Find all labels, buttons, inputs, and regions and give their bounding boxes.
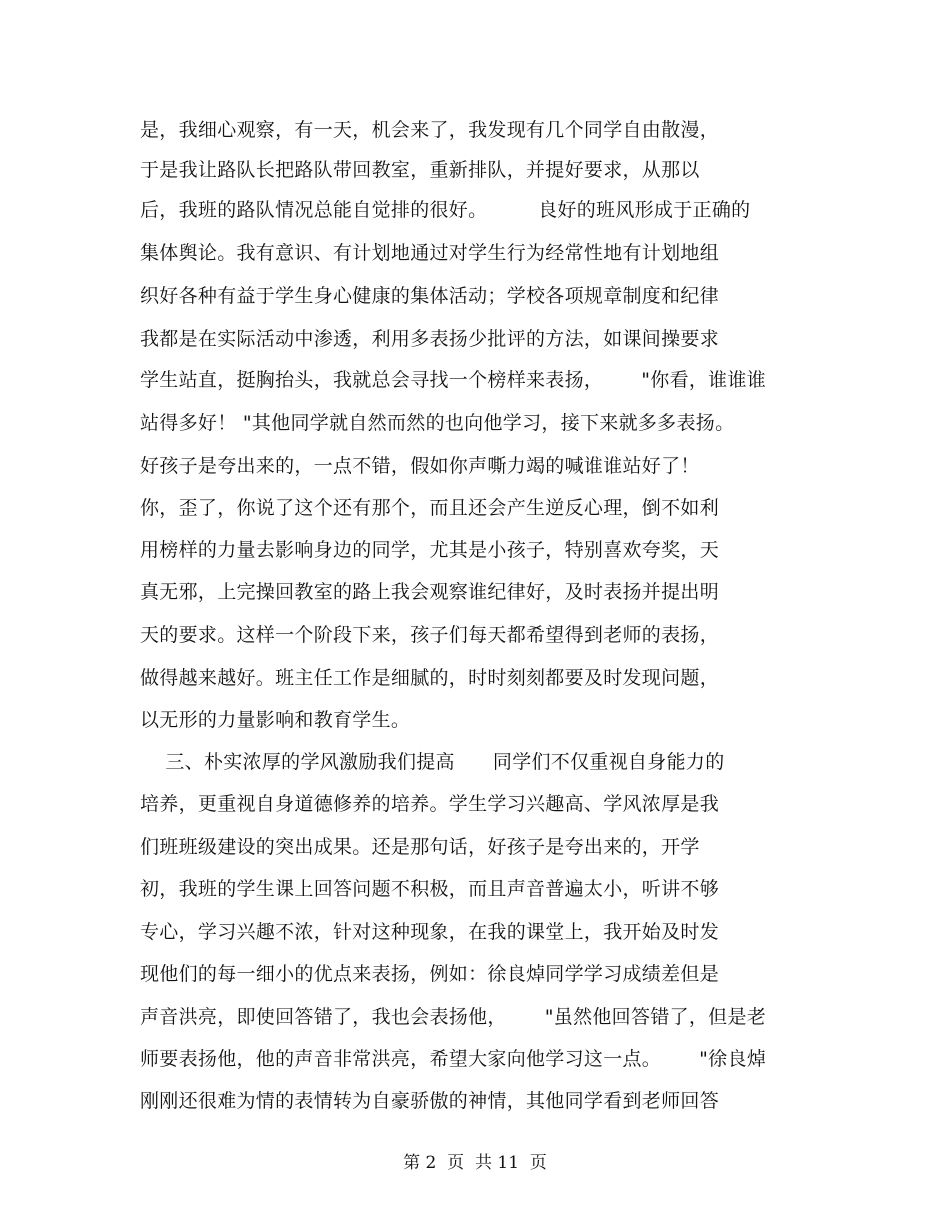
text-line: 于是我让路队长把路队带回教室，重新排队，并提好要求，从那以 [140, 159, 700, 181]
text-line: 培养，更重视自身道德修养的培养。学生学习兴趣高、学风浓厚是我 [140, 793, 720, 815]
text-line: 集体舆论。我有意识、有计划地通过对学生行为经常性地有计划地组 [140, 242, 720, 264]
text-line: 师要表扬他，他的声音非常洪亮，希望大家向他学习这一点。 "徐良焯 [140, 1048, 767, 1070]
text-line: 们班班级建设的突出成果。还是那句话，好孩子是夸出来的，开学 [140, 836, 700, 858]
page-number-footer: 第 2 页 共 11 页 [403, 1153, 547, 1173]
text-line: 刚刚还很难为情的表情转为自豪骄傲的神情，其他同学看到老师回答 [140, 1090, 720, 1112]
text-line: 专心，学习兴趣不浓，针对这种现象，在我的课堂上，我开始及时发 [140, 921, 720, 943]
text-line: 声音洪亮，即使回答错了，我也会表扬他， "虽然他回答错了，但是老 [140, 1006, 767, 1028]
text-line: 天的要求。这样一个阶段下来，孩子们每天都希望得到老师的表扬， [140, 624, 720, 646]
text-line: 是，我细心观察，有一天，机会来了，我发现有几个同学自由散漫， [140, 119, 720, 141]
text-line: 后，我班的路队情况总能自觉排的很好。 良好的班风形成于正确的 [140, 199, 751, 221]
text-line: 我都是在实际活动中渗透，利用多表扬少批评的方法，如课间操要求 [140, 328, 720, 350]
text-line: 真无邪，上完操回教室的路上我会观察谁纪律好，及时表扬并提出明 [140, 581, 720, 603]
text-line: 现他们的每一细小的优点来表扬，例如：徐良焯同学学习成绩差但是 [140, 963, 720, 985]
text-line: 织好各种有益于学生身心健康的集体活动；学校各项规章制度和纪律 [140, 285, 720, 307]
text-line: 好孩子是夸出来的，一点不错，假如你声嘶力竭的喊谁谁站好了！ [140, 455, 700, 477]
section-heading-line: 三、朴实浓厚的学风激励我们提高 同学们不仅重视自身能力的 [140, 751, 725, 773]
text-line: 学生站直，挺胸抬头，我就总会寻找一个榜样来表扬， "你看，谁谁谁 [140, 369, 767, 391]
text-line: 初，我班的学生课上回答问题不积极，而且声音普遍太小，听讲不够 [140, 878, 720, 900]
text-line: 你，歪了，你说了这个还有那个，而且还会产生逆反心理，倒不如利 [140, 497, 720, 519]
text-line: 做得越来越好。班主任工作是细腻的，时时刻刻都要及时发现问题， [140, 667, 720, 689]
text-line: 用榜样的力量去影响身边的同学，尤其是小孩子，特别喜欢夸奖，天 [140, 539, 720, 561]
text-line: 以无形的力量影响和教育学生。 [140, 709, 411, 731]
text-line: 站得多好！ "其他同学就自然而然的也向他学习，接下来就多多表扬。 [140, 412, 735, 434]
